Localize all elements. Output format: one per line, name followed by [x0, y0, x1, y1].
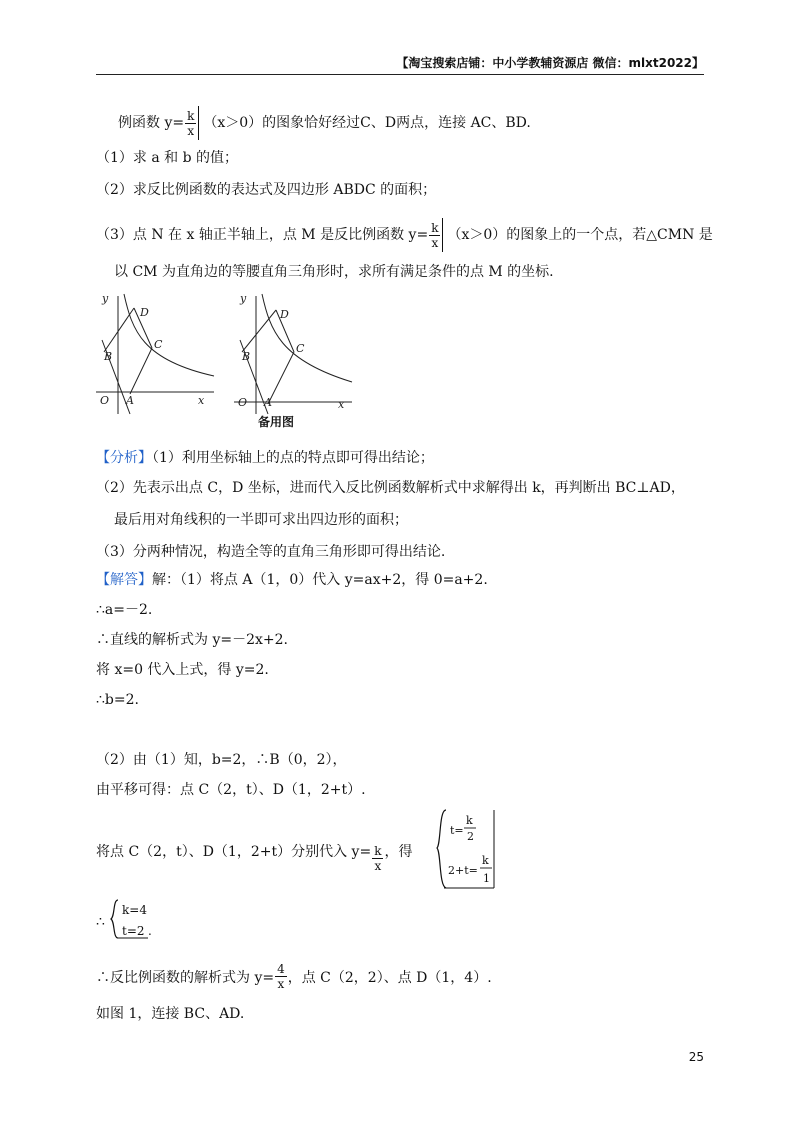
svg-text:t=: t=: [450, 824, 464, 837]
point-a-label: A: [264, 396, 272, 409]
solution-line-8: 将点 C（2，t）、D（1，2+t）分别代入 y= $\frac{k}{x}$ ，得: [96, 844, 413, 873]
solution-line-7: 由平移可得：点 C（2，t）、D（1，2+t）.: [96, 782, 366, 798]
solution-line-11: 如图 1，连接 BC、AD.: [96, 1006, 245, 1022]
fraction-4-over-x: $\frac{4}{x}$: [277, 962, 285, 991]
svg-text:t=2: t=2: [122, 924, 145, 938]
graph-caption: 备用图: [258, 415, 295, 429]
fraction-k-over-x: $\frac{k}{x}$: [187, 108, 195, 138]
fraction-k-over-x: $\frac{k}{x}$: [374, 844, 382, 873]
solution-line-5: ∴b=2.: [96, 692, 139, 708]
y-axis-label: y: [240, 292, 247, 305]
problem-line-2: （1）求 a 和 b 的值；: [96, 150, 239, 166]
point-c-label: C: [296, 342, 305, 355]
x-axis-label: x: [338, 398, 345, 411]
svg-text:1: 1: [483, 872, 490, 885]
solution-tag: 【解答】: [96, 572, 152, 588]
equation-system-1: [436, 808, 500, 890]
svg-text:2+t=: 2+t=: [448, 864, 478, 877]
page-header: 【淘宝搜索店铺：中小学教辅资源店 微信：mlxt2022】: [396, 56, 704, 70]
svg-text:k=4: k=4: [122, 903, 147, 917]
problem-line-4: （3）点 N 在 x 轴正半轴上，点 M 是反比例函数 y= $\frac{k}{x}$ （x＞0）的图象上的一个点，若△CMN 是: [96, 218, 713, 252]
origin-label: O: [238, 396, 248, 409]
svg-text:.: .: [148, 924, 152, 938]
therefore-symbol: ∴: [96, 914, 105, 930]
header-rule: [96, 74, 704, 75]
solution-line-4: 将 x=0 代入上式，得 y=2.: [96, 662, 269, 678]
solution-line-2: ∴a=－2.: [96, 602, 153, 618]
svg-text:k: k: [482, 854, 489, 867]
equation-system-2: [110, 898, 160, 942]
svg-text:2: 2: [467, 830, 474, 843]
analysis-line-4: （3）分两种情况，构造全等的直角三角形即可得出结论.: [96, 544, 446, 560]
solution-line-6: （2）由（1）知，b=2，∴B（0，2），: [96, 752, 347, 768]
text: （x＞0）的图象恰好经过C、D两点，连接 AC、BD.: [203, 115, 531, 131]
problem-line-5: 以 CM 为直角边的等腰直角三角形时，求所有满足条件的点 M 的坐标.: [114, 264, 554, 280]
coordinate-graph-1: [94, 290, 218, 416]
analysis-line-3: 最后用对角线积的一半即可求出四边形的面积；: [114, 512, 408, 528]
page-number: 25: [688, 1050, 704, 1064]
problem-line-1: [118, 106, 531, 140]
fraction-k-over-x: $\frac{k}{x}$: [431, 220, 439, 250]
analysis-line-2: （2）先表示出点 C，D 坐标，进而代入反比例函数解析式中求解得出 k，再判断出 BC⊥AD，: [96, 480, 685, 496]
analysis-line-1: 【分析】（1）利用坐标轴上的点的特点即可得出结论；: [96, 450, 434, 466]
point-b-label: B: [104, 350, 113, 363]
point-d-label: D: [280, 308, 289, 321]
y-axis-label: y: [102, 292, 109, 305]
point-a-label: A: [126, 394, 134, 407]
solution-line-1: 【解答】解：（1）将点 A（1，0）代入 y=ax+2，得 0=a+2.: [96, 572, 488, 588]
text: 例函数 y=: [118, 115, 185, 131]
point-c-label: C: [154, 338, 163, 351]
analysis-tag: 【分析】: [96, 450, 152, 466]
solution-line-10: ∴反比例函数的解析式为 y= $\frac{4}{x}$ ，点 C（2，2）、点 D（1，4）.: [96, 962, 492, 991]
coordinate-graph-2: [232, 290, 356, 432]
solution-line-3: ∴直线的解析式为 y=－2x+2.: [96, 632, 288, 648]
origin-label: O: [100, 394, 110, 407]
point-d-label: D: [140, 306, 149, 319]
point-b-label: B: [242, 350, 251, 363]
x-axis-label: x: [198, 394, 205, 407]
problem-line-3: （2）求反比例函数的表达式及四边形 ABDC 的面积；: [96, 182, 437, 198]
svg-text:k: k: [466, 814, 473, 827]
